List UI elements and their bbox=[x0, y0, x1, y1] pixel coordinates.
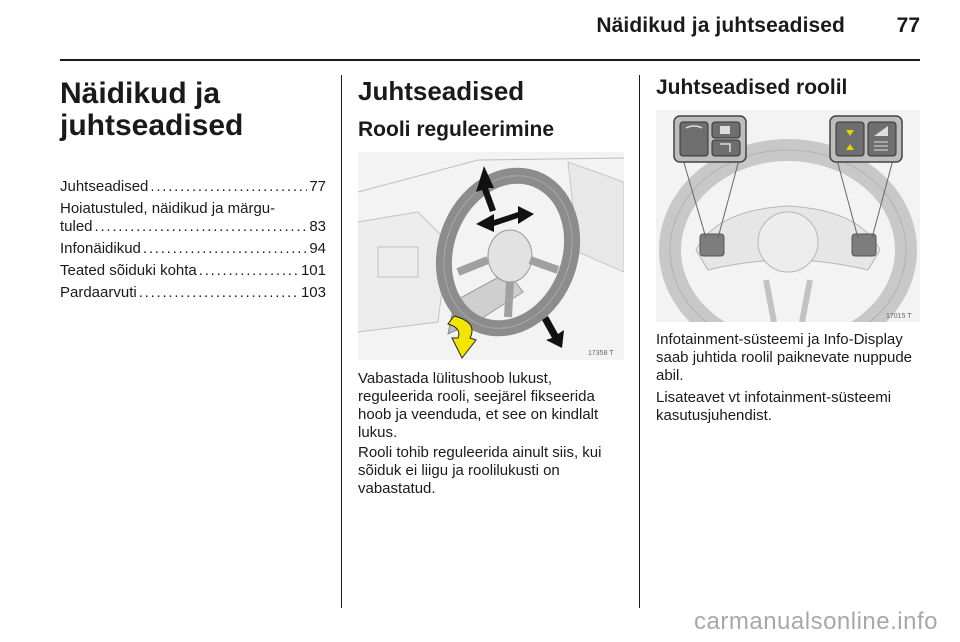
running-header-title: Näidikud ja juhtseadised bbox=[596, 14, 845, 37]
steering-adjust-illustration bbox=[358, 152, 624, 360]
toc-entry-label: Pardaarvuti bbox=[60, 284, 137, 301]
toc-entry-page: 77 bbox=[309, 178, 326, 195]
toc-entry-label: Teated sõiduki kohta bbox=[60, 262, 197, 279]
figure-number: 17358 T bbox=[588, 350, 614, 357]
column-divider-1 bbox=[341, 75, 342, 608]
section-title: Juhtseadised bbox=[358, 76, 525, 106]
toc-entry-label: Juhtseadised bbox=[60, 178, 149, 195]
body-paragraph: Infotainment-süsteemi ja Info-Display saab juhtida roolil paiknevate nuppude abil. bbox=[656, 331, 913, 384]
toc-leader bbox=[199, 262, 299, 280]
chapter-title: Näidikud ja juhtseadised bbox=[60, 77, 244, 142]
figure-number: 17015 T bbox=[886, 313, 912, 320]
toc-entry-page: 94 bbox=[309, 240, 326, 257]
toc-entry[interactable] bbox=[60, 200, 326, 236]
toc-entry-page: 103 bbox=[300, 284, 326, 301]
toc-leader bbox=[95, 218, 308, 236]
subsection-title: Rooli reguleerimine bbox=[358, 118, 555, 141]
toc-entry-page: 83 bbox=[309, 218, 326, 235]
toc-entry[interactable] bbox=[60, 240, 326, 258]
toc-entry[interactable] bbox=[60, 284, 326, 302]
toc-leader bbox=[139, 284, 299, 302]
watermark: carmanualsonline.info bbox=[694, 608, 938, 635]
toc-leader bbox=[143, 240, 307, 258]
body-paragraph: Lisateavet vt infotainment-süsteemi kasutusjuhendist. bbox=[656, 389, 892, 424]
page-number: 77 bbox=[896, 14, 920, 37]
toc-entry[interactable] bbox=[60, 262, 326, 280]
toc-entry-label: Hoiatustuled, näidikud ja märgu- bbox=[60, 200, 276, 217]
chapter-toc bbox=[60, 178, 326, 306]
toc-entry-page: 101 bbox=[300, 262, 326, 279]
header-rule bbox=[60, 59, 920, 61]
steering-wheel-controls-illustration bbox=[656, 110, 920, 322]
body-paragraph: Vabastada lülitushoob lukust, reguleerida rooli, seejärel fikseerida hoob ja veenduda, et see on kindlalt lukus. bbox=[358, 370, 599, 441]
toc-entry-label: Infonäidikud bbox=[60, 240, 141, 257]
toc-entry-label-cont: tuled bbox=[60, 218, 93, 235]
body-paragraph: Rooli tohib reguleerida ainult siis, kui sõiduk ei liigu ja roolilukusti on vabastatud. bbox=[358, 444, 602, 497]
toc-entry[interactable] bbox=[60, 178, 326, 196]
column-divider-2 bbox=[639, 75, 640, 608]
toc-leader bbox=[150, 178, 307, 196]
section-title: Juhtseadised roolil bbox=[656, 76, 848, 99]
